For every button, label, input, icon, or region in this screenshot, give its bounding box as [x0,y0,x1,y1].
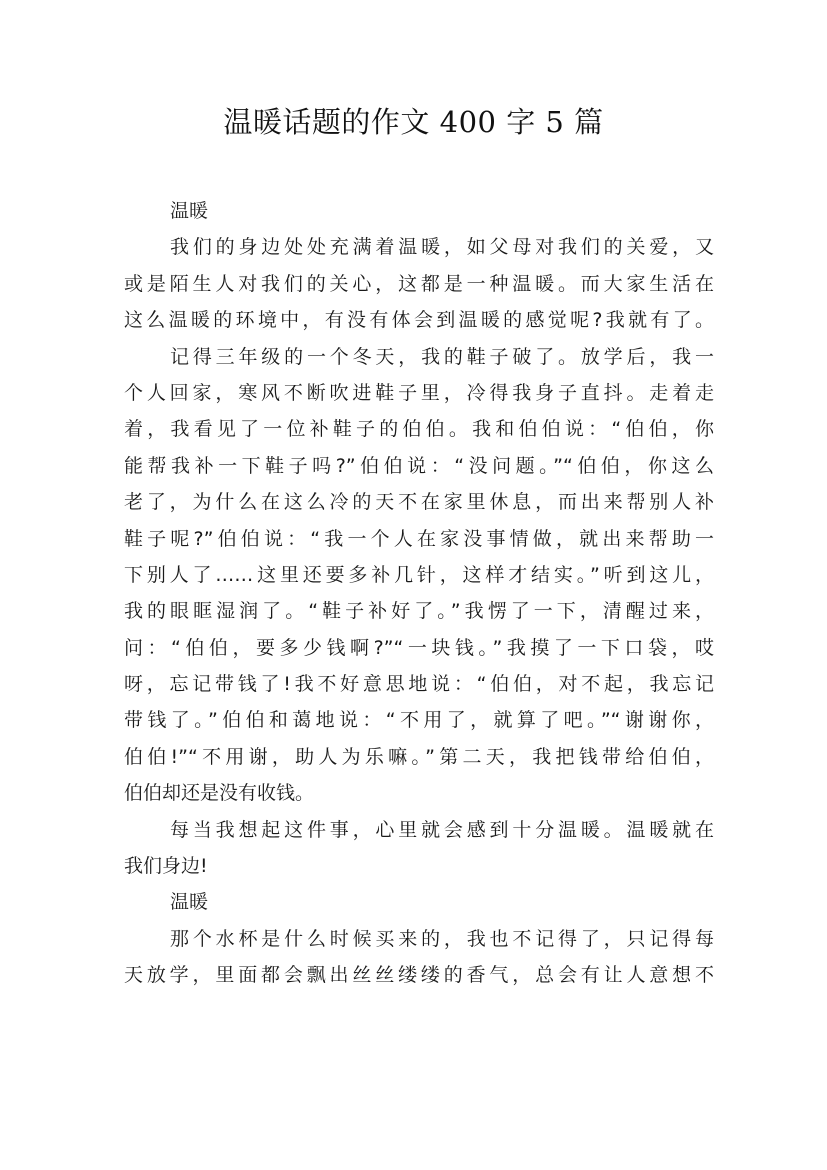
text-line: 每当我想起这件事，心里就会感到十分温暖。温暖就在 [170,818,714,841]
text-line: 我的眼眶湿润了。“鞋子补好了。”我愣了一下，清醒过来， [124,600,714,623]
text-line: 能帮我补一下鞋子吗?”伯伯说：“没问题。”“伯伯，你这么 [124,454,714,477]
text-line: 个人回家，寒风不断吹进鞋子里，冷得我身子直抖。走着走 [124,381,714,404]
text-line: 下别人了……这里还要多补几针，这样才结实。”听到这儿， [124,563,714,586]
text-line: 伯伯!”“不用谢，助人为乐嘛。”第二天，我把钱带给伯伯， [124,745,714,768]
text-line: 我们的身边处处充满着温暖，如父母对我们的关爱，又 [170,236,714,259]
text-line: 我们身边! [124,855,208,878]
text-line: 带钱了。”伯伯和蔼地说：“不用了，就算了吧。”“谢谢你， [124,709,714,732]
text-line: 呀，忘记带钱了!我不好意思地说：“伯伯，对不起，我忘记 [124,673,714,696]
text-line: 这么温暖的环境中，有没有体会到温暖的感觉呢?我就有了。 [124,309,714,332]
text-line: 天放学，里面都会飘出丝丝缕缕的香气，总会有让人意想不 [124,964,714,987]
text-line: 伯伯却还是没有收钱。 [124,782,315,805]
text-line: 着，我看见了一位补鞋子的伯伯。我和伯伯说：“伯伯，你 [124,418,714,441]
text-line: 那个水杯是什么时候买来的，我也不记得了，只记得每 [170,927,714,950]
text-line: 老了，为什么在这么冷的天不在家里休息，而出来帮别人补 [124,491,714,514]
document-body [124,193,714,994]
document-title: 温暖话题的作文 400 字 5 篇 [223,105,604,139]
section-heading: 温暖 [170,891,209,914]
text-line: 记得三年级的一个冬天，我的鞋子破了。放学后，我一 [170,345,714,368]
text-line: 问：“伯伯，要多少钱啊?”“一块钱。”我摸了一下口袋，哎 [124,636,714,659]
text-line: 或是陌生人对我们的关心，这都是一种温暖。而大家生活在 [124,272,714,295]
text-line: 鞋子呢?”伯伯说：“我一个人在家没事情做，就出来帮助一 [124,527,714,550]
section-heading: 温暖 [170,200,209,222]
